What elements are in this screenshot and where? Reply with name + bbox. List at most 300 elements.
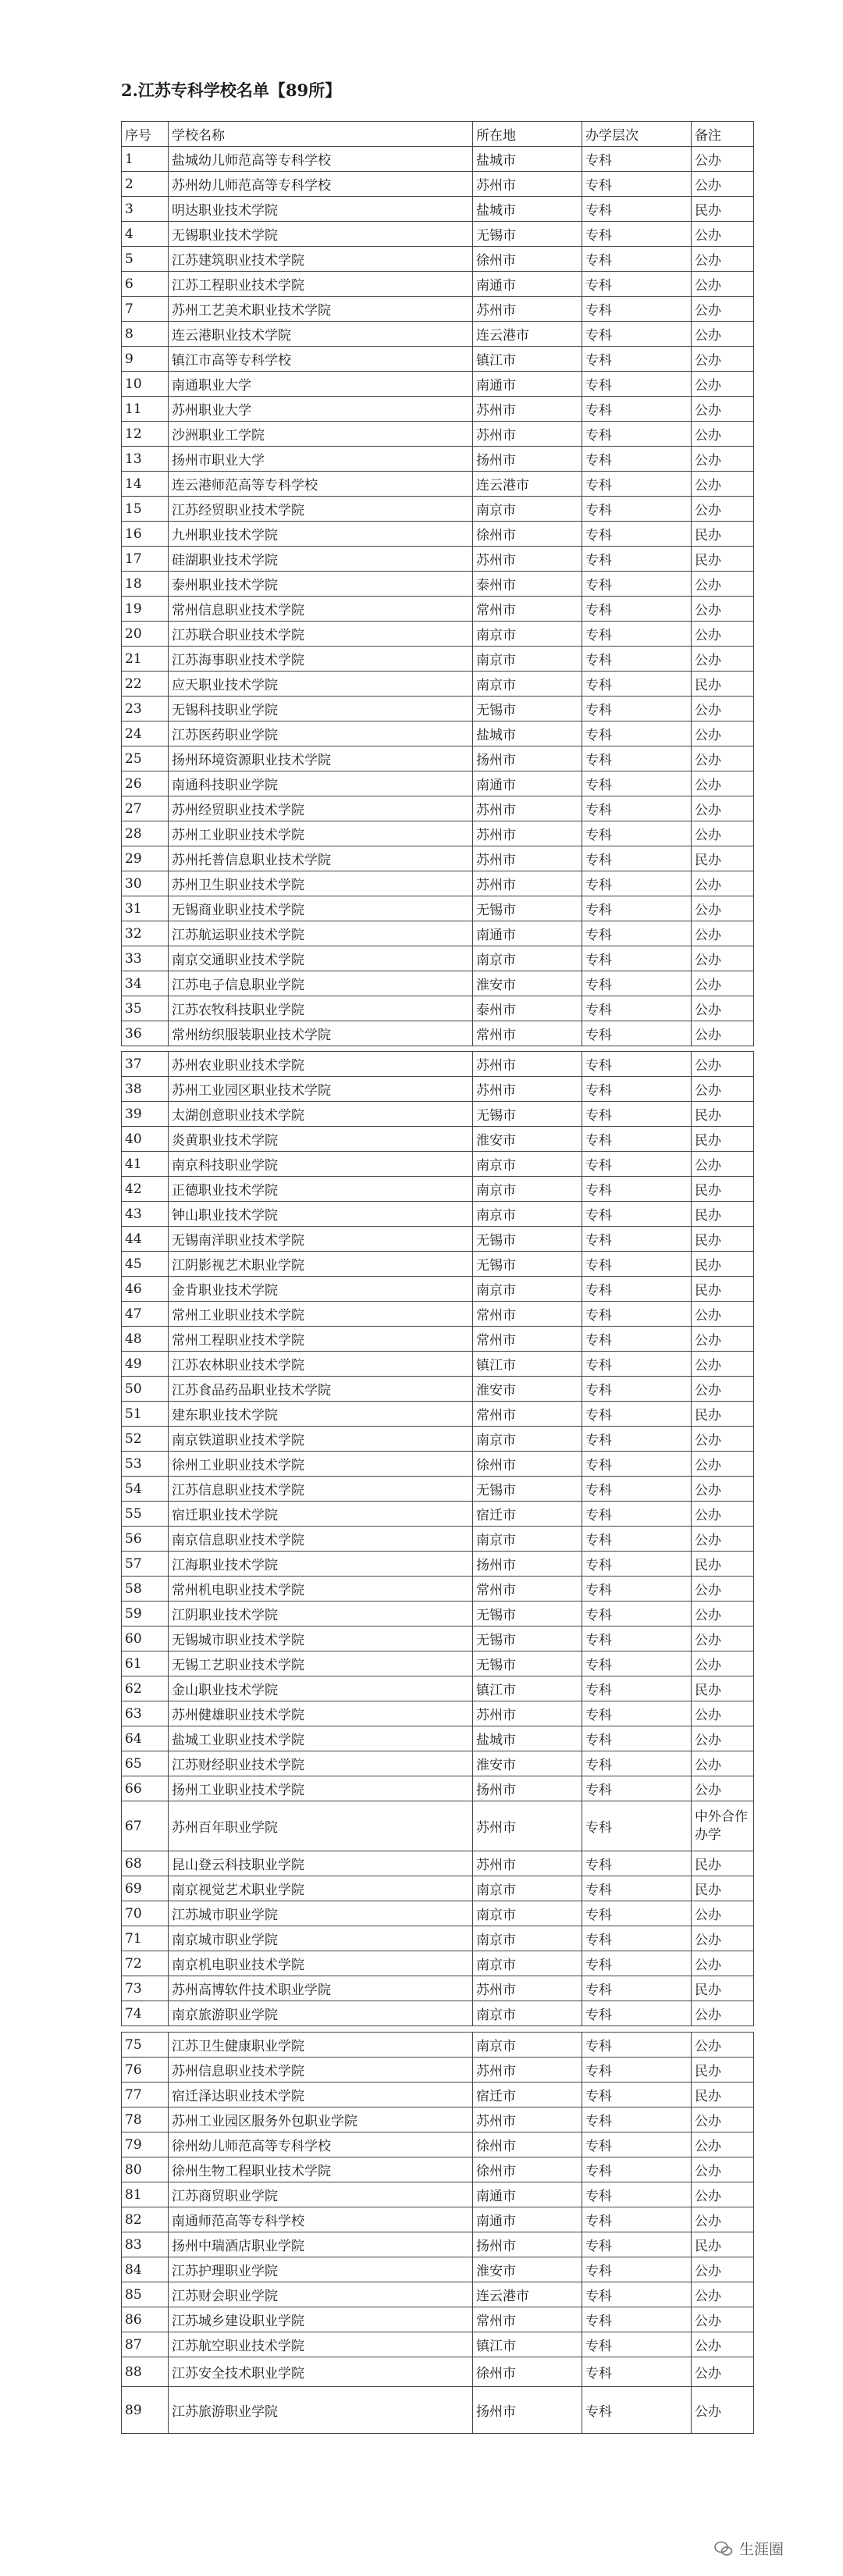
row-number: 11 (122, 397, 169, 422)
table-row (122, 1926, 754, 1951)
city: 常州市 (473, 1577, 582, 1602)
level: 专科 (582, 1327, 692, 1352)
city: 常州市 (473, 597, 582, 622)
level: 专科 (582, 2387, 692, 2434)
note: 公办 (692, 2257, 754, 2282)
school-name: 江苏财会职业学院 (169, 2282, 473, 2307)
note: 公办 (692, 147, 754, 172)
level: 专科 (582, 2182, 692, 2207)
level: 专科 (582, 1077, 692, 1102)
city: 扬州市 (473, 2232, 582, 2257)
table-row (122, 447, 754, 472)
table-row (122, 921, 754, 946)
level: 专科 (582, 1776, 692, 1801)
city: 南通市 (473, 771, 582, 796)
level: 专科 (582, 1726, 692, 1751)
level: 专科 (582, 247, 692, 272)
table-row (122, 497, 754, 522)
row-number: 60 (122, 1626, 169, 1651)
table-header-row (122, 122, 754, 147)
school-name: 苏州高博软件技术职业学院 (169, 1976, 473, 2001)
note: 公办 (692, 771, 754, 796)
city: 连云港市 (473, 2282, 582, 2307)
city: 镇江市 (473, 347, 582, 372)
row-number: 73 (122, 1976, 169, 2001)
table-row (122, 2157, 754, 2182)
row-number: 53 (122, 1452, 169, 1477)
note: 公办 (692, 896, 754, 921)
level: 专科 (582, 1701, 692, 1726)
city: 无锡市 (473, 222, 582, 247)
city: 苏州市 (473, 2107, 582, 2132)
school-name: 江海职业技术学院 (169, 1552, 473, 1577)
school-name: 炎黄职业技术学院 (169, 1127, 473, 1152)
city: 无锡市 (473, 1602, 582, 1626)
note: 民办 (692, 1127, 754, 1152)
table-row (122, 397, 754, 422)
level: 专科 (582, 1102, 692, 1127)
level: 专科 (582, 272, 692, 297)
note: 民办 (692, 2083, 754, 2107)
school-name: 盐城工业职业技术学院 (169, 1726, 473, 1751)
row-number: 84 (122, 2257, 169, 2282)
city: 徐州市 (473, 2357, 582, 2387)
school-name: 南京视觉艺术职业学院 (169, 1876, 473, 1901)
watermark-text: 生涯圈 (739, 2541, 784, 2558)
level: 专科 (582, 1402, 692, 1427)
table-row (122, 172, 754, 197)
note: 民办 (692, 1676, 754, 1701)
row-number: 54 (122, 1477, 169, 1502)
level: 专科 (582, 1127, 692, 1152)
row-number: 69 (122, 1876, 169, 1901)
city: 淮安市 (473, 2257, 582, 2282)
city: 苏州市 (473, 821, 582, 846)
table-row (122, 1452, 754, 1477)
table-row (122, 1327, 754, 1352)
row-number: 32 (122, 921, 169, 946)
school-table-part-1 (121, 121, 754, 1046)
table-row (122, 1552, 754, 1577)
note: 公办 (692, 1152, 754, 1177)
city: 苏州市 (473, 871, 582, 896)
level: 专科 (582, 1502, 692, 1527)
note: 公办 (692, 2307, 754, 2332)
table-row (122, 1352, 754, 1377)
table-row (122, 1976, 754, 2001)
city: 南京市 (473, 1202, 582, 1227)
level: 专科 (582, 147, 692, 172)
level: 专科 (582, 597, 692, 622)
level: 专科 (582, 1227, 692, 1252)
row-number: 77 (122, 2083, 169, 2107)
row-number: 55 (122, 1502, 169, 1527)
city: 盐城市 (473, 197, 582, 222)
city: 无锡市 (473, 1227, 582, 1252)
row-number: 49 (122, 1352, 169, 1377)
table-row (122, 871, 754, 896)
school-name: 江苏城乡建设职业学院 (169, 2307, 473, 2332)
row-number: 4 (122, 222, 169, 247)
row-number: 56 (122, 1527, 169, 1552)
school-name: 常州机电职业技术学院 (169, 1577, 473, 1602)
note: 公办 (692, 1651, 754, 1676)
row-number: 21 (122, 647, 169, 672)
table-row (122, 1701, 754, 1726)
row-number: 17 (122, 547, 169, 572)
city: 常州市 (473, 1302, 582, 1327)
school-name: 宿迁职业技术学院 (169, 1502, 473, 1527)
chat-bubble-icon (714, 2539, 733, 2558)
level: 专科 (582, 397, 692, 422)
table-row (122, 1277, 754, 1302)
table-row (122, 2107, 754, 2132)
level: 专科 (582, 1901, 692, 1926)
level: 专科 (582, 2157, 692, 2182)
note: 公办 (692, 2182, 754, 2207)
table-row (122, 996, 754, 1021)
city: 苏州市 (473, 796, 582, 821)
level: 专科 (582, 2332, 692, 2357)
city: 徐州市 (473, 247, 582, 272)
level: 专科 (582, 1152, 692, 1177)
city: 南京市 (473, 1876, 582, 1901)
note: 公办 (692, 996, 754, 1021)
level: 专科 (582, 622, 692, 647)
table-row (122, 2033, 754, 2058)
school-name: 苏州信息职业技术学院 (169, 2058, 473, 2083)
school-name: 徐州工业职业技术学院 (169, 1452, 473, 1477)
row-number: 19 (122, 597, 169, 622)
school-name: 江苏医药职业学院 (169, 721, 473, 746)
city: 苏州市 (473, 2058, 582, 2083)
row-number: 24 (122, 721, 169, 746)
school-name: 常州信息职业技术学院 (169, 597, 473, 622)
note: 民办 (692, 1402, 754, 1427)
row-number: 35 (122, 996, 169, 1021)
row-number: 30 (122, 871, 169, 896)
note: 公办 (692, 1751, 754, 1776)
school-name: 江苏航空职业技术学院 (169, 2332, 473, 2357)
row-number: 15 (122, 497, 169, 522)
city: 镇江市 (473, 1352, 582, 1377)
table-row (122, 2257, 754, 2282)
city: 苏州市 (473, 1801, 582, 1851)
note: 公办 (692, 2132, 754, 2157)
row-number: 10 (122, 372, 169, 397)
table-row (122, 1626, 754, 1651)
school-name: 扬州环境资源职业技术学院 (169, 746, 473, 771)
table-row (122, 721, 754, 746)
level: 专科 (582, 846, 692, 871)
level: 专科 (582, 1177, 692, 1202)
level: 专科 (582, 447, 692, 472)
row-number: 63 (122, 1701, 169, 1726)
level: 专科 (582, 1801, 692, 1851)
level: 专科 (582, 222, 692, 247)
table-row (122, 597, 754, 622)
note: 公办 (692, 422, 754, 447)
school-name: 苏州职业大学 (169, 397, 473, 422)
city: 南京市 (473, 1926, 582, 1951)
row-number: 79 (122, 2132, 169, 2157)
level: 专科 (582, 2307, 692, 2332)
school-name: 南京旅游职业学院 (169, 2001, 473, 2026)
level: 专科 (582, 197, 692, 222)
header-city: 所在地 (473, 122, 582, 147)
city: 扬州市 (473, 2387, 582, 2434)
note: 公办 (692, 497, 754, 522)
level: 专科 (582, 896, 692, 921)
school-name: 盐城幼儿师范高等专科学校 (169, 147, 473, 172)
city: 宿迁市 (473, 2083, 582, 2107)
level: 专科 (582, 2058, 692, 2083)
level: 专科 (582, 2132, 692, 2157)
level: 专科 (582, 572, 692, 597)
level: 专科 (582, 946, 692, 971)
note: 民办 (692, 1177, 754, 1202)
header-row-number: 序号 (122, 122, 169, 147)
row-number: 74 (122, 2001, 169, 2026)
row-number: 50 (122, 1377, 169, 1402)
note: 民办 (692, 1876, 754, 1901)
table-row (122, 322, 754, 347)
note: 公办 (692, 1427, 754, 1452)
table-row (122, 2083, 754, 2107)
row-number: 70 (122, 1901, 169, 1926)
table-row (122, 197, 754, 222)
note: 公办 (692, 871, 754, 896)
level: 专科 (582, 1021, 692, 1046)
school-name: 九州职业技术学院 (169, 522, 473, 547)
school-name: 江苏安全技术职业学院 (169, 2357, 473, 2387)
row-number: 82 (122, 2207, 169, 2232)
note: 公办 (692, 1602, 754, 1626)
school-name: 江苏农牧科技职业学院 (169, 996, 473, 1021)
city: 南京市 (473, 672, 582, 697)
school-name: 苏州农业职业技术学院 (169, 1052, 473, 1077)
level: 专科 (582, 1377, 692, 1402)
level: 专科 (582, 1851, 692, 1876)
note: 公办 (692, 172, 754, 197)
city: 镇江市 (473, 2332, 582, 2357)
city: 无锡市 (473, 1626, 582, 1651)
school-name: 江苏建筑职业技术学院 (169, 247, 473, 272)
school-name: 钟山职业技术学院 (169, 1202, 473, 1227)
table-row (122, 1602, 754, 1626)
note: 公办 (692, 397, 754, 422)
city: 淮安市 (473, 1127, 582, 1152)
row-number: 59 (122, 1602, 169, 1626)
table-row (122, 1052, 754, 1077)
city: 南京市 (473, 1527, 582, 1552)
row-number: 28 (122, 821, 169, 846)
city: 淮安市 (473, 1751, 582, 1776)
note: 公办 (692, 946, 754, 971)
level: 专科 (582, 1202, 692, 1227)
city: 扬州市 (473, 1776, 582, 1801)
row-number: 87 (122, 2332, 169, 2357)
note: 公办 (692, 1701, 754, 1726)
note: 公办 (692, 247, 754, 272)
note: 公办 (692, 2001, 754, 2026)
school-name: 苏州工业职业技术学院 (169, 821, 473, 846)
note: 公办 (692, 1377, 754, 1402)
city: 扬州市 (473, 1552, 582, 1577)
table-row (122, 1152, 754, 1177)
city: 南京市 (473, 2001, 582, 2026)
table-row (122, 1651, 754, 1676)
table-row (122, 1951, 754, 1976)
table-row (122, 2207, 754, 2232)
row-number: 58 (122, 1577, 169, 1602)
table-row (122, 1776, 754, 1801)
row-number: 8 (122, 322, 169, 347)
school-name: 无锡城市职业技术学院 (169, 1626, 473, 1651)
row-number: 61 (122, 1651, 169, 1676)
level: 专科 (582, 422, 692, 447)
table-row (122, 572, 754, 597)
table-row (122, 2232, 754, 2257)
row-number: 14 (122, 472, 169, 497)
row-number: 66 (122, 1776, 169, 1801)
table-row (122, 2001, 754, 2026)
table-row (122, 672, 754, 697)
note: 公办 (692, 1901, 754, 1926)
city: 宿迁市 (473, 1502, 582, 1527)
row-number: 29 (122, 846, 169, 871)
school-name: 江苏食品药品职业技术学院 (169, 1377, 473, 1402)
note: 民办 (692, 2232, 754, 2257)
row-number: 43 (122, 1202, 169, 1227)
level: 专科 (582, 971, 692, 996)
level: 专科 (582, 1951, 692, 1976)
row-number: 89 (122, 2387, 169, 2434)
level: 专科 (582, 2207, 692, 2232)
school-name: 苏州工业园区服务外包职业学院 (169, 2107, 473, 2132)
table-row (122, 946, 754, 971)
school-name: 镇江市高等专科学校 (169, 347, 473, 372)
city: 南京市 (473, 1177, 582, 1202)
city: 盐城市 (473, 1726, 582, 1751)
table-row (122, 796, 754, 821)
row-number: 22 (122, 672, 169, 697)
level: 专科 (582, 721, 692, 746)
level: 专科 (582, 2033, 692, 2058)
row-number: 6 (122, 272, 169, 297)
note: 公办 (692, 372, 754, 397)
row-number: 7 (122, 297, 169, 322)
school-name: 金山职业技术学院 (169, 1676, 473, 1701)
note: 公办 (692, 1477, 754, 1502)
note: 公办 (692, 697, 754, 721)
table-row (122, 1021, 754, 1046)
table-row (122, 2058, 754, 2083)
row-number: 9 (122, 347, 169, 372)
level: 专科 (582, 771, 692, 796)
note: 民办 (692, 1227, 754, 1252)
city: 南通市 (473, 2207, 582, 2232)
table-row (122, 2132, 754, 2157)
city: 苏州市 (473, 547, 582, 572)
school-name: 扬州中瑞酒店职业学院 (169, 2232, 473, 2257)
school-name: 苏州工艺美术职业技术学院 (169, 297, 473, 322)
school-name: 南京铁道职业技术学院 (169, 1427, 473, 1452)
city: 南京市 (473, 647, 582, 672)
school-name: 苏州幼儿师范高等专科学校 (169, 172, 473, 197)
row-number: 45 (122, 1252, 169, 1277)
school-name: 江苏卫生健康职业学院 (169, 2033, 473, 2058)
row-number: 12 (122, 422, 169, 447)
note: 公办 (692, 322, 754, 347)
school-name: 苏州健雄职业技术学院 (169, 1701, 473, 1726)
school-name: 泰州职业技术学院 (169, 572, 473, 597)
school-table-part-3 (121, 2032, 754, 2434)
school-name: 南京机电职业技术学院 (169, 1951, 473, 1976)
level: 专科 (582, 921, 692, 946)
table-row (122, 1402, 754, 1427)
level: 专科 (582, 172, 692, 197)
note: 公办 (692, 1726, 754, 1751)
city: 南通市 (473, 372, 582, 397)
table-row (122, 1502, 754, 1527)
note: 公办 (692, 472, 754, 497)
table-row (122, 1427, 754, 1452)
watermark (714, 2538, 784, 2559)
note: 民办 (692, 1102, 754, 1127)
school-name: 苏州卫生职业技术学院 (169, 871, 473, 896)
level: 专科 (582, 1577, 692, 1602)
row-number: 38 (122, 1077, 169, 1102)
row-number: 33 (122, 946, 169, 971)
row-number: 88 (122, 2357, 169, 2387)
level: 专科 (582, 996, 692, 1021)
city: 苏州市 (473, 397, 582, 422)
level: 专科 (582, 1602, 692, 1626)
note: 公办 (692, 796, 754, 821)
row-number: 1 (122, 147, 169, 172)
school-name: 江苏城市职业学院 (169, 1901, 473, 1926)
row-number: 3 (122, 197, 169, 222)
city: 无锡市 (473, 1651, 582, 1676)
city: 盐城市 (473, 721, 582, 746)
row-number: 42 (122, 1177, 169, 1202)
row-number: 64 (122, 1726, 169, 1751)
note: 公办 (692, 2033, 754, 2058)
level: 专科 (582, 522, 692, 547)
table-row (122, 2307, 754, 2332)
city: 苏州市 (473, 846, 582, 871)
city: 南京市 (473, 1152, 582, 1177)
school-name: 江苏旅游职业学院 (169, 2387, 473, 2434)
note: 公办 (692, 1577, 754, 1602)
table-row (122, 821, 754, 846)
note: 公办 (692, 746, 754, 771)
city: 淮安市 (473, 1377, 582, 1402)
table-row (122, 1851, 754, 1876)
table-row (122, 472, 754, 497)
school-name: 常州工业职业技术学院 (169, 1302, 473, 1327)
note: 公办 (692, 597, 754, 622)
school-name: 连云港师范高等专科学校 (169, 472, 473, 497)
note: 公办 (692, 1452, 754, 1477)
row-number: 5 (122, 247, 169, 272)
level: 专科 (582, 2257, 692, 2282)
level: 专科 (582, 1452, 692, 1477)
header-school-name: 学校名称 (169, 122, 473, 147)
level: 专科 (582, 472, 692, 497)
row-number: 51 (122, 1402, 169, 1427)
